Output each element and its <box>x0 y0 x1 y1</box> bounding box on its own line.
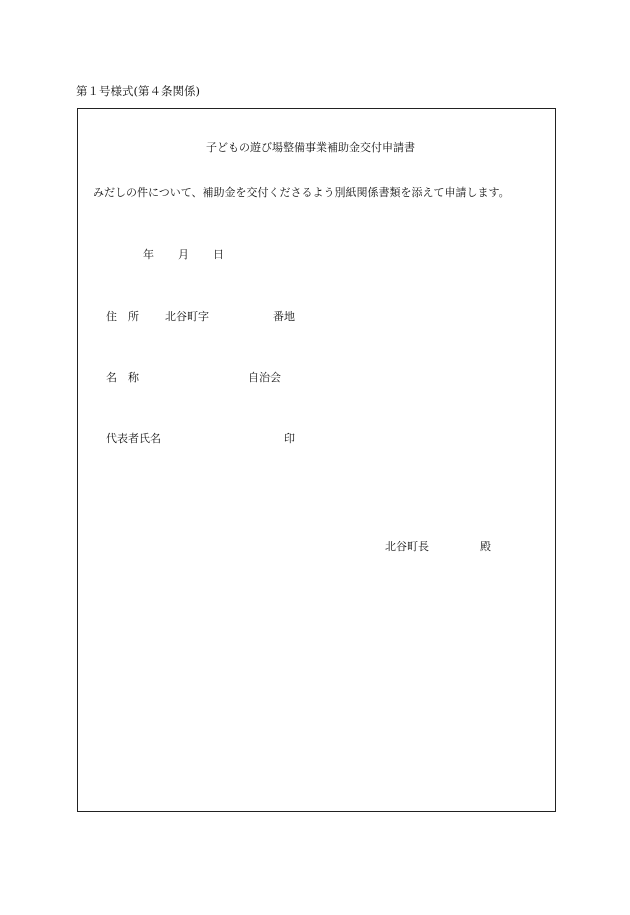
form-number: 第１号様式(第４条関係) <box>76 84 200 98</box>
date-day: 日 <box>213 248 224 261</box>
recipient-honorific: 殿 <box>480 540 491 553</box>
form-frame <box>77 108 556 812</box>
address-label: 住 所 <box>106 310 139 323</box>
date-month: 月 <box>178 248 189 261</box>
name-suffix: 自治会 <box>248 371 281 384</box>
address-suffix: 番地 <box>273 310 295 323</box>
date-year: 年 <box>143 248 154 261</box>
name-label: 名 称 <box>106 371 139 384</box>
representative-label: 代表者氏名 <box>106 432 161 445</box>
recipient-title: 北谷町長 <box>385 540 429 553</box>
form-title: 子どもの遊び場整備事業補助金交付申請書 <box>206 141 415 154</box>
address-prefix: 北谷町字 <box>165 310 209 323</box>
seal-mark: 印 <box>284 432 295 445</box>
intro-text: みだしの件について、補助金を交付くださるよう別紙関係書類を添えて申請します。 <box>93 186 510 199</box>
